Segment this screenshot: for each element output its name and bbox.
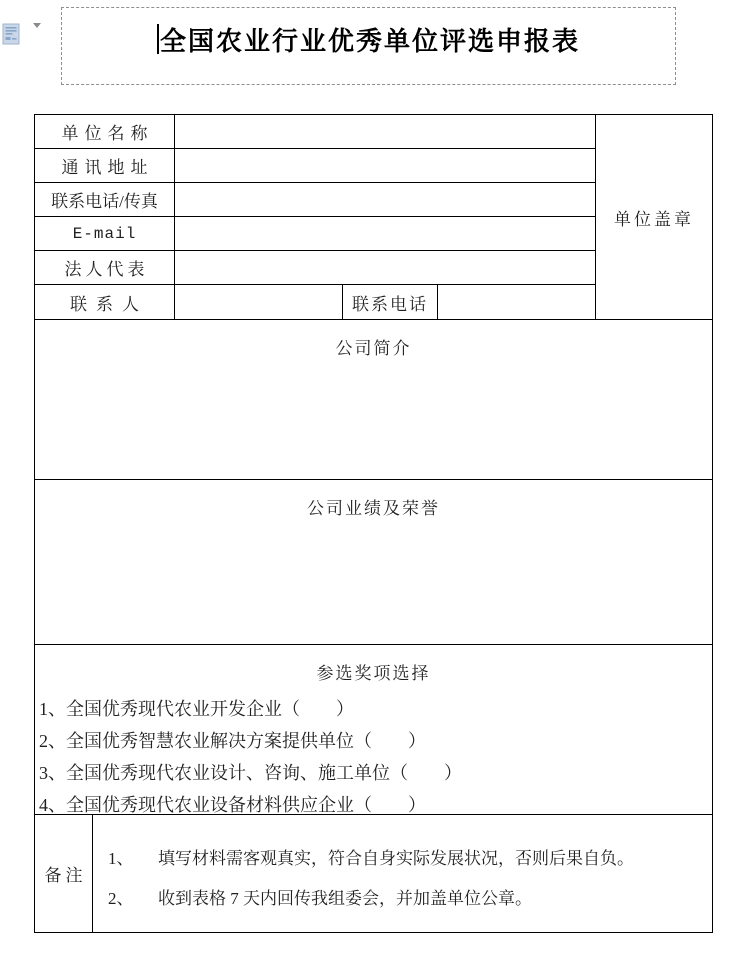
email-label: E-mail xyxy=(35,217,175,250)
table-row xyxy=(35,183,595,217)
application-form-table xyxy=(34,114,713,933)
address-field[interactable] xyxy=(175,149,595,182)
unit-name-label: 单位名称 xyxy=(35,115,175,148)
info-header-block xyxy=(35,115,712,319)
table-row xyxy=(35,149,595,183)
title-frame xyxy=(61,7,676,85)
award-selection-section xyxy=(35,644,712,814)
legal-rep-field[interactable] xyxy=(175,251,595,284)
table-row xyxy=(35,115,595,149)
text-cursor xyxy=(157,24,159,54)
award-selection-heading: 参选奖项选择 xyxy=(316,664,431,683)
award-option-3[interactable]: 3、全国优秀现代农业设计、咨询、施工单位（ ） xyxy=(39,763,462,783)
remark-number: 1、 xyxy=(108,849,134,868)
remarks-label: 备注 xyxy=(35,815,93,932)
table-row xyxy=(35,251,595,285)
remark-item-1 xyxy=(108,839,706,879)
phone-fax-field[interactable] xyxy=(175,183,595,216)
company-honors-heading: 公司业绩及荣誉 xyxy=(307,499,440,518)
table-row xyxy=(35,217,595,251)
remarks-row xyxy=(35,814,712,932)
contact-person-field[interactable] xyxy=(175,285,343,319)
award-option-2[interactable]: 2、全国优秀智慧农业解决方案提供单位（ ） xyxy=(39,731,426,751)
remark-text: 填写材料需客观真实，符合自身实际发展状况，否则后果自负。 xyxy=(158,849,634,868)
award-list xyxy=(35,693,712,821)
award-option-4[interactable]: 4、全国优秀现代农业设备材料供应企业（ ） xyxy=(39,795,426,815)
company-honors-section[interactable] xyxy=(35,479,712,644)
legal-rep-label: 法人代表 xyxy=(35,251,175,284)
paste-dropdown-arrow-icon[interactable] xyxy=(33,28,44,37)
unit-name-field[interactable] xyxy=(175,115,595,148)
company-profile-heading: 公司简介 xyxy=(335,339,412,358)
paste-options-button[interactable] xyxy=(2,23,48,47)
table-row xyxy=(35,285,595,319)
paste-clipboard-icon xyxy=(2,23,21,50)
remarks-content xyxy=(93,815,712,932)
page-title: 全国农业行业优秀单位评选申报表 xyxy=(159,26,580,56)
remark-text: 收到表格 7 天内回传我组委会，并加盖单位公章。 xyxy=(158,889,532,908)
company-profile-section[interactable] xyxy=(35,319,712,479)
remark-item-2 xyxy=(108,879,706,919)
unit-seal-cell: 单位盖章 xyxy=(595,115,712,319)
phone-fax-label: 联系电话/传真 xyxy=(35,183,175,216)
contact-phone-field[interactable] xyxy=(438,285,595,319)
remark-number: 2、 xyxy=(108,889,134,908)
award-option-1[interactable]: 1、全国优秀现代农业开发企业（ ） xyxy=(39,699,354,719)
contact-person-label: 联系人 xyxy=(35,285,175,319)
address-label: 通讯地址 xyxy=(35,149,175,182)
contact-phone-label: 联系电话 xyxy=(343,285,438,319)
email-field[interactable] xyxy=(175,217,595,250)
